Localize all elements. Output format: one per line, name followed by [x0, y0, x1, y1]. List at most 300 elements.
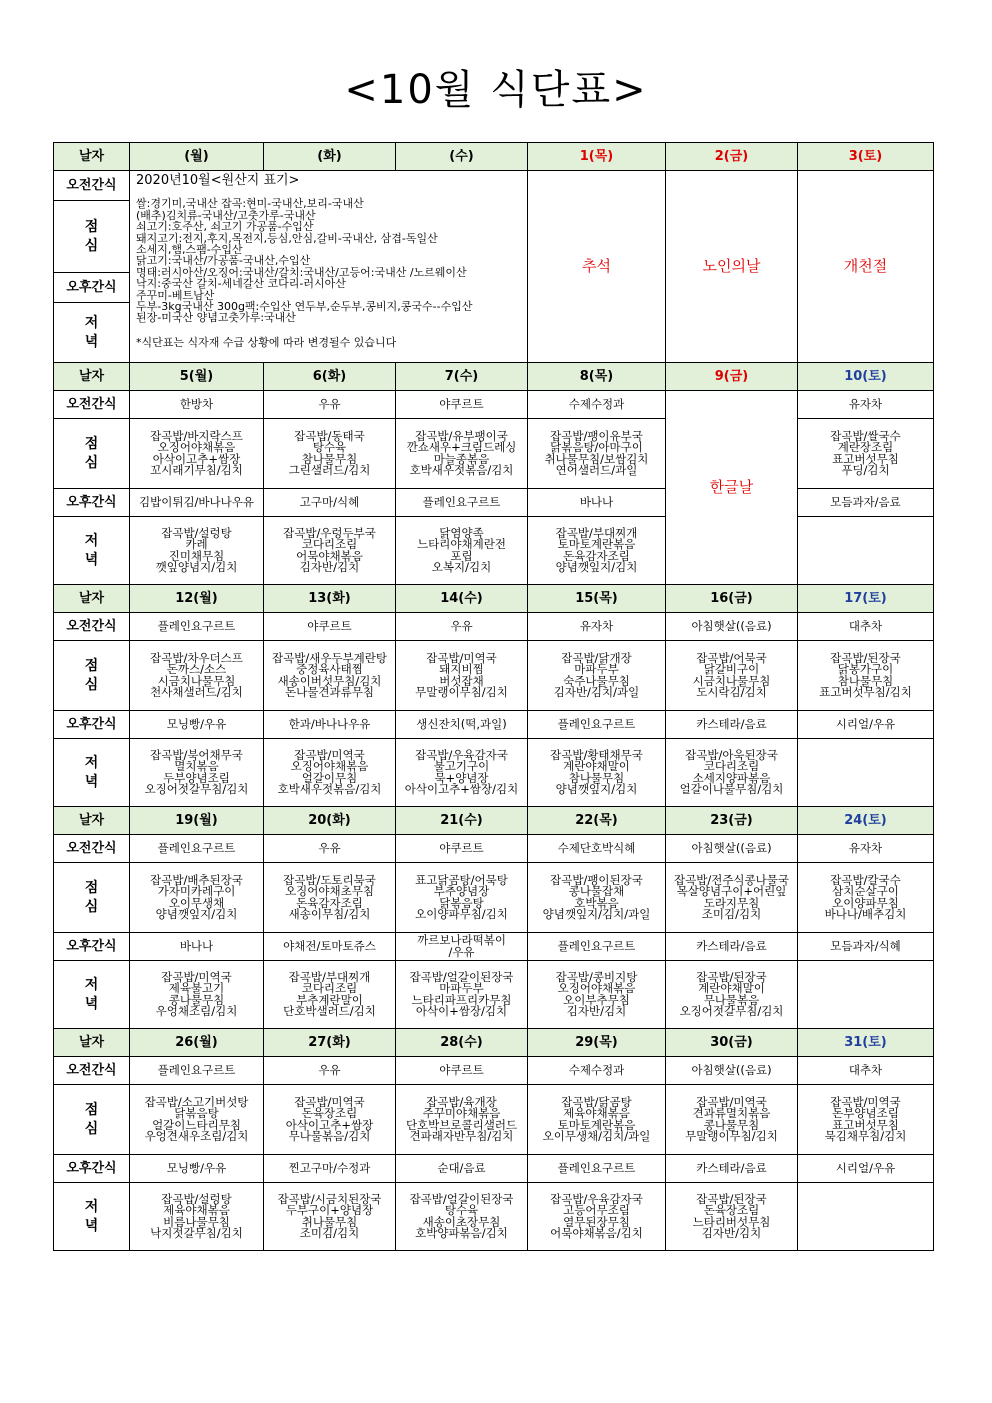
menu-line: 느타리야채계란전 [417, 537, 506, 551]
origin-line: 닭고기:국내산/가공품-국내산,수입산 [136, 254, 311, 268]
menu-cell [666, 739, 798, 807]
menu-line [800, 545, 931, 557]
menu-line: 닭염양족 [439, 525, 484, 540]
menu-line: 심 [84, 898, 99, 915]
meal-row-dinner [54, 517, 934, 585]
menu-line: 숙주나물무침 [563, 673, 630, 688]
menu-line: 카스테라/음료 [696, 1160, 767, 1175]
menu-cell [130, 835, 264, 863]
menu-line: 잡곡밥/미역국 [696, 1094, 767, 1109]
origin-line: 주꾸미-베트남산 [136, 288, 215, 302]
date-cell: 30(금) [666, 1029, 798, 1057]
menu-cell [528, 1057, 666, 1085]
menu-line: 잡곡밥/설렁탕 [161, 525, 232, 540]
menu-line: 코다리조림 [301, 537, 358, 551]
menu-line: 플레인요구르트 [157, 840, 236, 855]
menu-cell [264, 1057, 396, 1085]
date-cell: 23(금) [666, 807, 798, 835]
menu-cell [130, 739, 264, 807]
date-cell: 2(금) [666, 143, 798, 171]
menu-cell [130, 391, 264, 419]
menu-cell [396, 641, 528, 711]
menu-cell [528, 641, 666, 711]
menu-line: 오후간식 [66, 1160, 117, 1176]
menu-line: 심 [84, 676, 99, 693]
menu-cell [264, 419, 396, 489]
menu-line: 잡곡밥/황태채무국 [550, 747, 643, 762]
menu-line: 돈육장조림 [301, 1106, 358, 1120]
menu-line: 수제수정과 [568, 1062, 625, 1077]
menu-line: 잡곡밥/육개장 [426, 1094, 497, 1109]
row-label [54, 1155, 130, 1183]
menu-line: 오이무생채/김치/과일 [542, 1129, 651, 1143]
row-label [54, 489, 130, 517]
menu-line: 도시락김/김치 [696, 685, 767, 699]
menu-cell [264, 489, 396, 517]
menu-line: 잡곡밥/동태국 [294, 428, 365, 443]
menu-cell [130, 863, 264, 933]
menu-line: 아침햇살((음료) [691, 618, 772, 633]
date-label: 날자 [54, 585, 130, 613]
row-label [54, 1085, 130, 1155]
menu-line: 탕수육 [444, 1203, 479, 1217]
menu-line: 저 [84, 976, 99, 993]
menu-line: 새송이무침/김치 [288, 907, 371, 921]
date-label: 날자 [54, 143, 130, 171]
menu-line: 낙지젓갈무침/김치 [150, 1226, 243, 1240]
menu-line: 잡곡밥/부대찌개 [555, 525, 638, 540]
date-cell: 26(월) [130, 1029, 264, 1057]
menu-line: 시금치나물무침 [692, 673, 771, 688]
meal-row-lunch [54, 1085, 934, 1155]
date-cell: 29(목) [528, 1029, 666, 1057]
menu-line: 참나물무침 [301, 451, 358, 466]
menu-line: 잡곡밥/시금치된장국 [277, 1191, 382, 1206]
date-header-row [54, 807, 934, 835]
menu-line: 수제수정과 [568, 396, 625, 411]
origin-line: (배추)김치류-국내산/고춧가루-국내산 [136, 208, 316, 222]
menu-line: 무나물볶음 [703, 992, 760, 1007]
meal-row-afternoon [54, 489, 934, 517]
menu-cell [798, 863, 934, 933]
date-header-row [54, 363, 934, 391]
row-label [54, 1183, 130, 1251]
menu-line: 아침햇살((음료) [691, 840, 772, 855]
menu-line: 잡곡밥/칼국수 [830, 872, 901, 887]
menu-cell [666, 1085, 798, 1155]
menu-cell [130, 489, 264, 517]
menu-line: 비름나물무침 [163, 1214, 230, 1229]
holiday-cell: 추석 [528, 171, 666, 363]
origin-line: 쌀:경기미,국내산 잡곡:현미-국내산,보리-국내산 [136, 197, 364, 211]
menu-cell [396, 933, 528, 961]
menu-line: 김자반/김치 [566, 1004, 627, 1018]
menu-line: 녁 [84, 551, 99, 568]
menu-line: 야채전/토마토쥬스 [283, 938, 376, 953]
menu-line: 시리얼/우유 [835, 716, 896, 731]
menu-line: 꼬시래기무침/김치 [150, 463, 243, 477]
menu-line: 취나물무침 [301, 1214, 358, 1229]
menu-line: 잡곡밥/설렁탕 [161, 1191, 232, 1206]
menu-line: 토마토계란볶음 [557, 537, 636, 551]
meal-row-afternoon [54, 933, 934, 961]
menu-line: 우유 [318, 396, 341, 411]
menu-cell [396, 489, 528, 517]
menu-cell [396, 835, 528, 863]
menu-cell [264, 1085, 396, 1155]
menu-cell [666, 641, 798, 711]
menu-line: 잡곡밥/된장국 [830, 650, 901, 665]
menu-line: 그린샐러드/김치 [288, 463, 371, 477]
menu-line: 주꾸미야채볶음 [422, 1106, 501, 1120]
menu-cell [528, 739, 666, 807]
date-cell: 1(목) [528, 143, 666, 171]
menu-cell [798, 1085, 934, 1155]
menu-line: 바나나 [579, 494, 614, 509]
origin-line: 두부-3kg국내산 300g팩:수입산 연두부,순두부,콩비지,콩국수--수입산 [136, 300, 473, 314]
menu-line: 깐쇼새우+크림드레싱 [406, 440, 517, 454]
date-cell: 8(목) [528, 363, 666, 391]
menu-line: 오전간식 [66, 618, 117, 634]
menu-line: 열무된장무침 [563, 1214, 630, 1229]
menu-line: 새송이버섯무침/김치 [277, 673, 382, 688]
menu-cell [798, 739, 934, 807]
menu-line: 잡곡밥/어묵국 [696, 650, 767, 665]
menu-cell [798, 1057, 934, 1085]
row-label [54, 201, 130, 273]
menu-cell [396, 961, 528, 1029]
menu-line: 잡곡밥/차우더스프 [150, 650, 243, 665]
menu-line: 모듬과자/음료 [830, 494, 901, 509]
menu-line: 양념깻잎지/김치 [155, 907, 238, 921]
menu-line: 코다리조림 [703, 759, 760, 773]
menu-line: 점 [84, 879, 99, 896]
menu-line: 플레인요구르트 [157, 1062, 236, 1077]
date-cell: 5(월) [130, 363, 264, 391]
meal-row-afternoon [54, 711, 934, 739]
date-cell: 22(목) [528, 807, 666, 835]
menu-cell [130, 517, 264, 585]
menu-line: 한과/바나나우유 [288, 716, 371, 731]
origin-line: 돼지고기:전지,후지,목전지,등심,안심,갈비-국내산, 삼겹-독일산 [136, 231, 438, 245]
menu-line: 고등어무조림 [563, 1203, 630, 1217]
menu-line: 콩나물잡채 [568, 884, 625, 898]
menu-line: 모듬과자/식혜 [830, 938, 901, 953]
menu-line: 잡곡밥/바지락스프 [150, 428, 243, 443]
date-label: 날자 [54, 363, 130, 391]
menu-cell [528, 961, 666, 1029]
menu-line: 저 [84, 532, 99, 549]
menu-cell [528, 835, 666, 863]
date-cell: 12(월) [130, 585, 264, 613]
menu-cell [264, 613, 396, 641]
menu-line: 느타리버섯무침 [692, 1214, 771, 1229]
menu-line: 닭봉가구이 [837, 662, 894, 676]
menu-line: 잡곡밥/새우두부계란탕 [272, 650, 387, 665]
menu-cell [798, 933, 934, 961]
menu-line: 유자차 [579, 618, 614, 633]
meal-row-morning [54, 613, 934, 641]
menu-line: 우엉견새우조림/김치 [144, 1129, 249, 1143]
menu-cell [396, 1183, 528, 1251]
menu-cell [396, 613, 528, 641]
menu-line: 한방차 [179, 396, 214, 411]
menu-line: 조미김/김치 [701, 907, 762, 921]
meal-row-morning [54, 391, 934, 419]
menu-line: 저 [84, 1198, 99, 1215]
menu-line: 생신잔치(떡,과일) [416, 716, 507, 731]
origin-line: 소세지,햄,스팸-수입산 [136, 243, 243, 257]
menu-line: 우유 [450, 618, 473, 633]
meal-row-lunch [54, 419, 934, 489]
date-header-row [54, 1029, 934, 1057]
menu-line: 표고버섯무침 [832, 1117, 899, 1132]
menu-line: 묵김채무침/김치 [824, 1129, 907, 1143]
menu-line: 오전간식 [66, 840, 117, 856]
menu-line: 콩나물무침 [168, 992, 225, 1007]
menu-line: 오후간식 [66, 716, 117, 732]
meal-row-lunch [54, 641, 934, 711]
menu-line: 돼지비찜 [439, 662, 484, 676]
meal-row-morning [54, 835, 934, 863]
menu-line: 플레인요구르트 [557, 938, 636, 953]
menu-line: 마파두부 [439, 981, 484, 995]
menu-line: 제육야채볶음 [563, 1106, 630, 1120]
menu-line: 오전간식 [66, 1062, 117, 1078]
menu-line: 연어샐러드/과일 [555, 463, 638, 477]
menu-line: 아삭이고추+쌈장/김치 [404, 782, 519, 796]
menu-line: 김밥이튀김/바나나우유 [139, 494, 254, 509]
menu-line: 야쿠르트 [307, 618, 352, 633]
menu-cell [528, 419, 666, 489]
menu-cell [264, 711, 396, 739]
menu-line: 시금치나물무침 [157, 673, 236, 688]
menu-cell [396, 1085, 528, 1155]
holiday-cell: 개천절 [798, 171, 934, 363]
menu-line: 점 [84, 435, 99, 452]
menu-line: 얼갈이나물무침/김치 [679, 782, 784, 796]
menu-cell [130, 613, 264, 641]
menu-line: 순대/음료 [437, 1160, 486, 1175]
menu-line: 오후간식 [66, 279, 117, 295]
menu-line: 유자차 [848, 396, 883, 411]
menu-line: 돈까스/소스 [166, 662, 227, 676]
menu-line: 녁 [84, 1217, 99, 1234]
menu-line: 오이양파무침/김치 [415, 907, 508, 921]
menu-line: 호박볶음 [574, 895, 619, 910]
menu-line: 오이양파무침 [832, 895, 899, 910]
menu-line: 소세지양파볶음 [692, 770, 771, 785]
menu-line: 대추차 [848, 1062, 883, 1077]
row-label [54, 391, 130, 419]
row-label [54, 739, 130, 807]
menu-line: 호박양파볶음/김치 [415, 1226, 508, 1240]
menu-cell [130, 961, 264, 1029]
menu-line: 아삭이+쌈장/김치 [415, 1004, 508, 1018]
menu-line: 바나나 [179, 938, 214, 953]
menu-line: 고구마/식혜 [299, 494, 360, 509]
menu-line: 시리얼/우유 [835, 1160, 896, 1175]
menu-cell [396, 739, 528, 807]
menu-cell [396, 1155, 528, 1183]
menu-line: 오이부추무침 [563, 992, 630, 1007]
menu-line: 잡곡밥/미역국 [294, 747, 365, 762]
row-label [54, 835, 130, 863]
menu-line: 천사채샐러드/김치 [150, 685, 243, 699]
menu-line: 까르보나라떡볶이 [417, 933, 506, 947]
menu-line: 부추계란말이 [296, 992, 363, 1007]
menu-cell [264, 517, 396, 585]
date-cell: (월) [130, 143, 264, 171]
menu-line: 우유 [318, 1062, 341, 1077]
menu-line: 양념깻잎지/김치 [555, 560, 638, 574]
row-label [54, 171, 130, 201]
date-cell: 20(화) [264, 807, 396, 835]
menu-line: 돈육장조림 [703, 1203, 760, 1217]
menu-line [800, 989, 931, 1001]
date-header-row [54, 143, 934, 171]
date-cell: 7(수) [396, 363, 528, 391]
menu-line: 참나물무침 [568, 770, 625, 785]
menu-line: 잡곡밥/콩비지탕 [555, 969, 638, 984]
menu-line: 잡곡밥/소고기버섯탕 [144, 1094, 249, 1109]
menu-line: 제육불고기 [168, 981, 225, 995]
menu-cell [528, 1183, 666, 1251]
menu-cell [798, 1183, 934, 1251]
row-label [54, 419, 130, 489]
menu-cell [666, 1155, 798, 1183]
menu-line: 마늘종볶음 [433, 451, 490, 466]
menu-cell [264, 1183, 396, 1251]
menu-line: 잡곡밥/도토리묵국 [283, 872, 376, 887]
menu-line: 저 [84, 314, 99, 331]
menu-line: 포립 [450, 548, 473, 563]
menu-line: 두부구이+양념장 [285, 1203, 374, 1217]
menu-cell [528, 1155, 666, 1183]
menu-line: 어묵야채볶음 [296, 548, 363, 563]
menu-line: 오전간식 [66, 396, 117, 412]
row-label [54, 641, 130, 711]
menu-line: 녁 [84, 995, 99, 1012]
menu-line: 멸치볶음 [174, 759, 219, 773]
menu-cell [264, 391, 396, 419]
menu-line: 잡곡밥/미역국 [294, 1094, 365, 1109]
menu-line: 플레인요구르트 [422, 494, 501, 509]
menu-line: 점 [84, 1101, 99, 1118]
menu-line: 느타리파프리카무침 [411, 992, 512, 1007]
menu-line: 콩나물무침 [703, 1117, 760, 1132]
menu-line: 잡곡밥/미역국 [830, 1094, 901, 1109]
menu-line: 무나물볶음/김치 [288, 1129, 371, 1143]
menu-line: 잡곡밥/미역국 [426, 650, 497, 665]
menu-line: 마파두부 [574, 662, 619, 676]
origin-line: 된장-미국산 양념고춧가루:국내산 [136, 311, 296, 325]
menu-line: 돈육감자조림 [296, 895, 363, 910]
menu-line: 어묵야채볶음/김치 [550, 1226, 643, 1240]
week1-row [54, 171, 934, 201]
meal-row-afternoon [54, 1155, 934, 1183]
date-cell: 6(화) [264, 363, 396, 391]
menu-line: 양념깻잎지/김치 [555, 782, 638, 796]
menu-line: 녁 [84, 333, 99, 350]
menu-line: 삼치순살구이 [832, 884, 899, 898]
menu-line: 양념깻잎지/김치/과일 [542, 907, 651, 921]
menu-line: 바나나/배추김치 [824, 907, 907, 921]
date-header-row [54, 585, 934, 613]
menu-line: 닭볶음탕 [439, 895, 484, 910]
menu-cell [798, 489, 934, 517]
menu-cell [798, 613, 934, 641]
menu-line: 계란야채말이 [698, 981, 765, 995]
origin-line: 낙지:중국산 갈치-세네갈산 코다리-러시아산 [136, 277, 346, 291]
menu-cell [130, 1057, 264, 1085]
menu-line: 플레인요구르트 [157, 618, 236, 633]
meal-row-dinner [54, 961, 934, 1029]
menu-cell [798, 419, 934, 489]
menu-cell [130, 641, 264, 711]
menu-line [800, 767, 931, 779]
menu-cell [264, 641, 396, 711]
menu-line: 야쿠르트 [439, 1062, 484, 1077]
page-title: <10월 식단표> [344, 67, 648, 113]
menu-line: 견과류멸치볶음 [692, 1106, 771, 1120]
menu-line: 무말랭이무침/김치 [685, 1129, 778, 1143]
menu-line: 무말랭이무침/김치 [415, 685, 508, 699]
menu-line: 단호박샐러드/김치 [283, 1004, 376, 1018]
menu-line: 표고버섯무침 [832, 451, 899, 466]
menu-line: 잡곡밥/된장국 [696, 1191, 767, 1206]
menu-line: 플레인요구르트 [557, 1160, 636, 1175]
menu-line: 카레 [185, 537, 208, 551]
row-label [54, 517, 130, 585]
row-label [54, 961, 130, 1029]
menu-line: 돈부양념조림 [832, 1106, 899, 1120]
menu-line: 오전간식 [66, 177, 117, 193]
menu-line: 카스테라/음료 [696, 938, 767, 953]
menu-line: 토마토계란볶음 [557, 1117, 636, 1132]
row-label [54, 863, 130, 933]
menu-line: 단호박브로콜리샐러드 [405, 1117, 518, 1132]
menu-cell [528, 489, 666, 517]
menu-cell [528, 711, 666, 739]
menu-line: 오후간식 [66, 494, 117, 510]
menu-cell [264, 933, 396, 961]
menu-line: 오징어젓갈무침/김치 [144, 782, 249, 796]
menu-line: 아침햇살((음료) [691, 1062, 772, 1077]
menu-line: 잡곡밥/우렁두부국 [283, 525, 376, 540]
menu-line: 오징어야채볶음 [290, 759, 369, 773]
menu-cell [666, 613, 798, 641]
menu-cell [798, 391, 934, 419]
menu-cell [396, 419, 528, 489]
date-cell: 27(화) [264, 1029, 396, 1057]
menu-cell [798, 711, 934, 739]
menu-line: 계란야채말이 [563, 759, 630, 773]
date-cell: (수) [396, 143, 528, 171]
menu-line: 플레인요구르트 [557, 716, 636, 731]
origin-notes [130, 171, 528, 363]
menu-line: 잡곡밥/아욱된장국 [685, 747, 778, 762]
menu-line: 저 [84, 754, 99, 771]
row-label [54, 1057, 130, 1085]
menu-line: 오징어야채초무침 [285, 884, 374, 898]
date-cell: 31(토) [798, 1029, 934, 1057]
menu-line: 제육야채볶음 [163, 1203, 230, 1217]
menu-line: 우유 [318, 840, 341, 855]
meal-row-dinner [54, 1183, 934, 1251]
menu-line: 목살양념구이+어린잎 [676, 884, 787, 898]
menu-line: 버섯잡채 [439, 673, 484, 688]
